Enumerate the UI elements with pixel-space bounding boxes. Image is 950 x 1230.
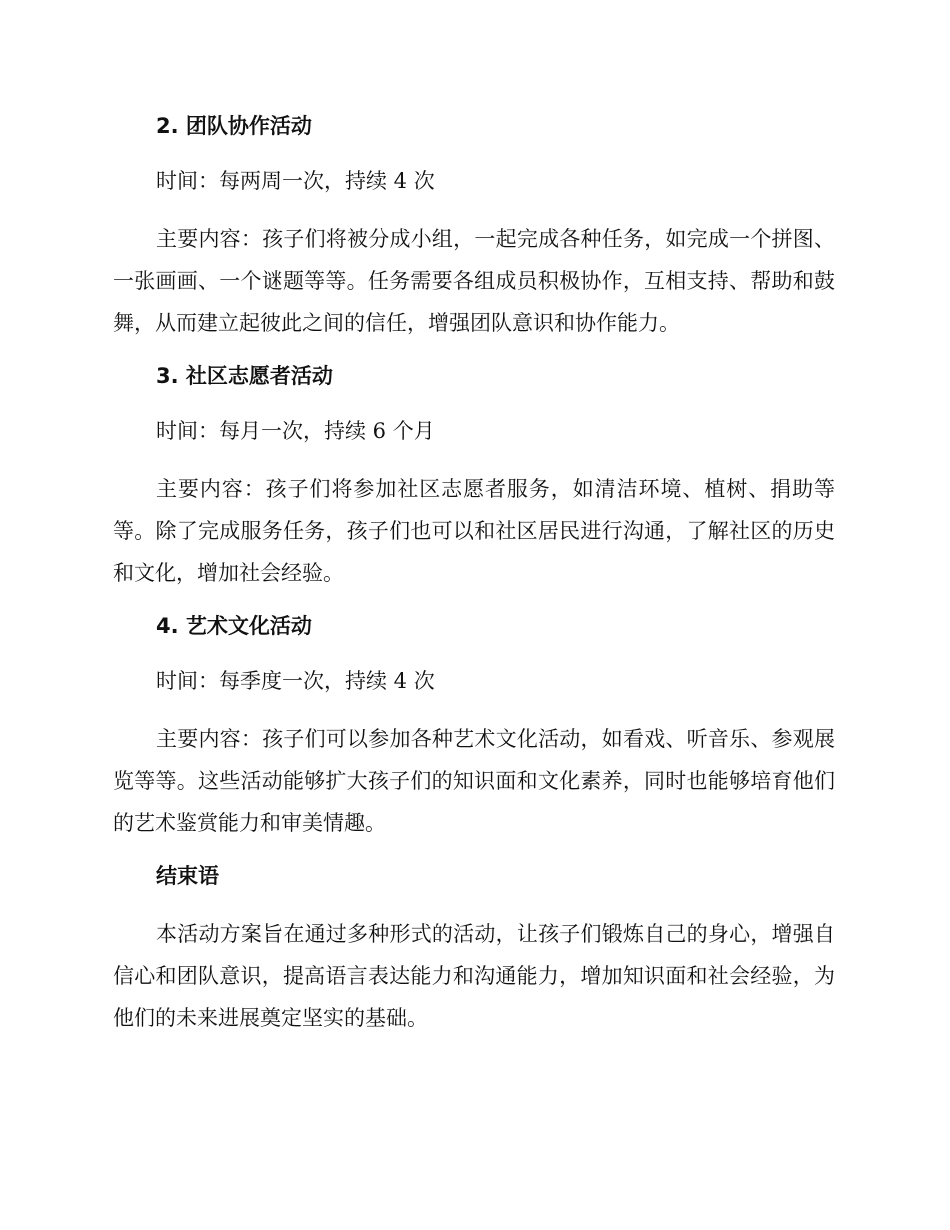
section-heading: 4. 艺术文化活动 [156,614,312,638]
section-heading: 3. 社区志愿者活动 [156,364,333,388]
section-content: 主要内容：孩子们将参加社区志愿者服务，如清洁环境、植树、捐助等等。除了完成服务任务，孩子们也可以和社区居民进行沟通，了解社区的历史和文化，增加社会经验。 [113,477,835,585]
section-conclusion [113,858,835,1039]
section-team-activity [113,108,835,344]
section-heading: 2. 团队协作活动 [156,114,312,138]
section-time: 时间：每月一次，持续 6 个月 [156,419,435,443]
section-content: 主要内容：孩子们可以参加各种艺术文化活动，如看戏、听音乐、参观展览等等。这些活动能够扩大孩子们的知识面和文化素养，同时也能够培育他们的艺术鉴赏能力和审美情趣。 [113,727,835,835]
section-art-activity [113,608,835,844]
conclusion-text: 本活动方案旨在通过多种形式的活动，让孩子们锻炼自己的身心，增强自信心和团队意识，提高语言表达能力和沟通能力，增加知识面和社会经验，为他们的未来进展奠定坚实的基础。 [113,922,835,1030]
section-volunteer-activity [113,358,835,594]
section-content: 主要内容：孩子们将被分成小组，一起完成各种任务，如完成一个拼图、一张画画、一个谜题等等。任务需要各组成员积极协作，互相支持、帮助和鼓舞，从而建立起彼此之间的信任，增强团队意识和协作能力。 [113,227,835,335]
document-body [113,108,835,1053]
conclusion-heading: 结束语 [156,864,219,888]
section-time: 时间：每季度一次，持续 4 次 [156,669,435,693]
section-time: 时间：每两周一次，持续 4 次 [156,169,435,193]
